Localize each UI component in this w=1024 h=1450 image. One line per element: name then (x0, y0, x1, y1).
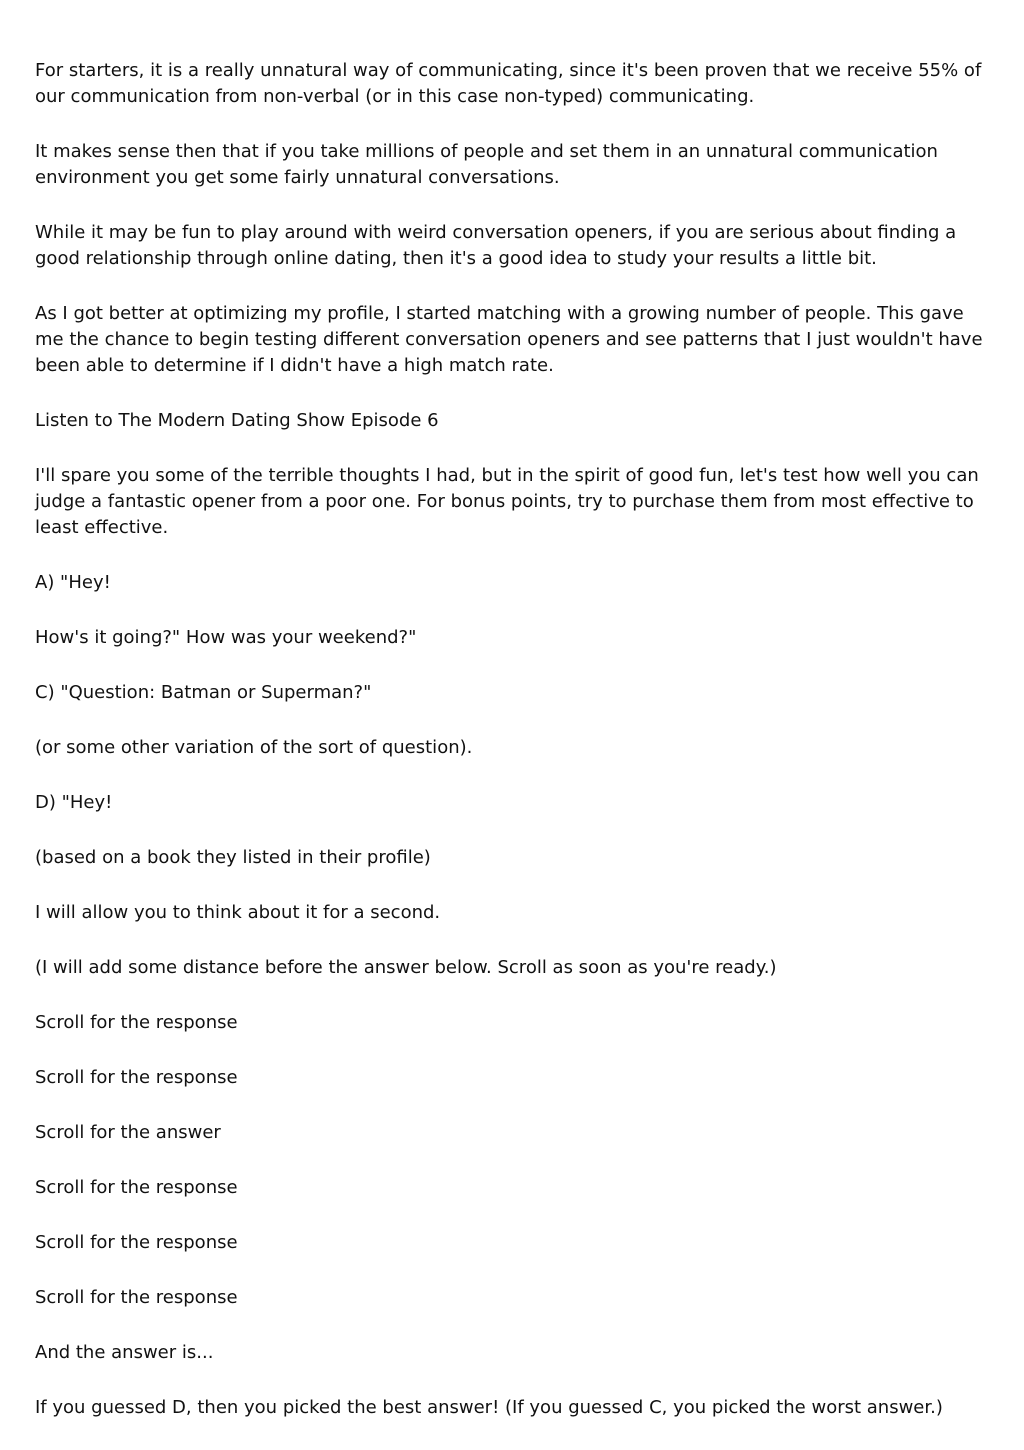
paragraph-option-c-note: (or some other variation of the sort of question). (35, 737, 473, 758)
paragraph-unnatural-conversations: It makes sense then that if you take millions of people and set them in an unnatural communication environment you get some fairly unnatural conversations. (35, 141, 938, 188)
paragraph-intro-unnatural: For starters, it is a really unnatural way of communicating, since it's been proven that we receive 55% of our communication from non-verbal (or in this case non-typed) communicating. (35, 60, 982, 107)
paragraph-scroll-5: Scroll for the response (35, 1232, 238, 1253)
paragraph-option-a: A) "Hey! (35, 572, 111, 593)
paragraph-test-openers: I'll spare you some of the terrible thoughts I had, but in the spirit of good fun, let's test how well you can judge a fantastic opener from a poor one. For bonus points, try to purchase them from most effective to least effective. (35, 465, 979, 538)
paragraph-scroll-1: Scroll for the response (35, 1012, 238, 1033)
paragraph-answer: If you guessed D, then you picked the best answer! (If you guessed C, you picked the worst answer.) (35, 1397, 943, 1418)
paragraph-option-c: C) "Question: Batman or Superman?" (35, 682, 372, 703)
paragraph-scroll-3: Scroll for the answer (35, 1122, 221, 1143)
paragraph-optimizing-profile: As I got better at optimizing my profile, I started matching with a growing number of people. This gave me the chance to begin testing different conversation openers and see patterns that I just wouldn't have been able to determine if I didn't have a high match rate. (35, 303, 983, 376)
paragraph-scroll-4: Scroll for the response (35, 1177, 238, 1198)
document-body (35, 58, 985, 1450)
paragraph-option-b: How's it going?" How was your weekend?" (35, 627, 417, 648)
paragraph-listen-show: Listen to The Modern Dating Show Episode 6 (35, 410, 439, 431)
paragraph-answer-is: And the answer is... (35, 1342, 214, 1363)
paragraph-option-d: D) "Hey! (35, 792, 113, 813)
paragraph-think: I will allow you to think about it for a second. (35, 902, 441, 923)
paragraph-distance-note: (I will add some distance before the answer below. Scroll as soon as you're ready.) (35, 957, 777, 978)
paragraph-scroll-2: Scroll for the response (35, 1067, 238, 1088)
paragraph-study-results: While it may be fun to play around with weird conversation openers, if you are serious about finding a good relationship through online dating, then it's a good idea to study your results a little bit. (35, 222, 957, 269)
paragraph-option-d-note: (based on a book they listed in their profile) (35, 847, 431, 868)
paragraph-scroll-6: Scroll for the response (35, 1287, 238, 1308)
